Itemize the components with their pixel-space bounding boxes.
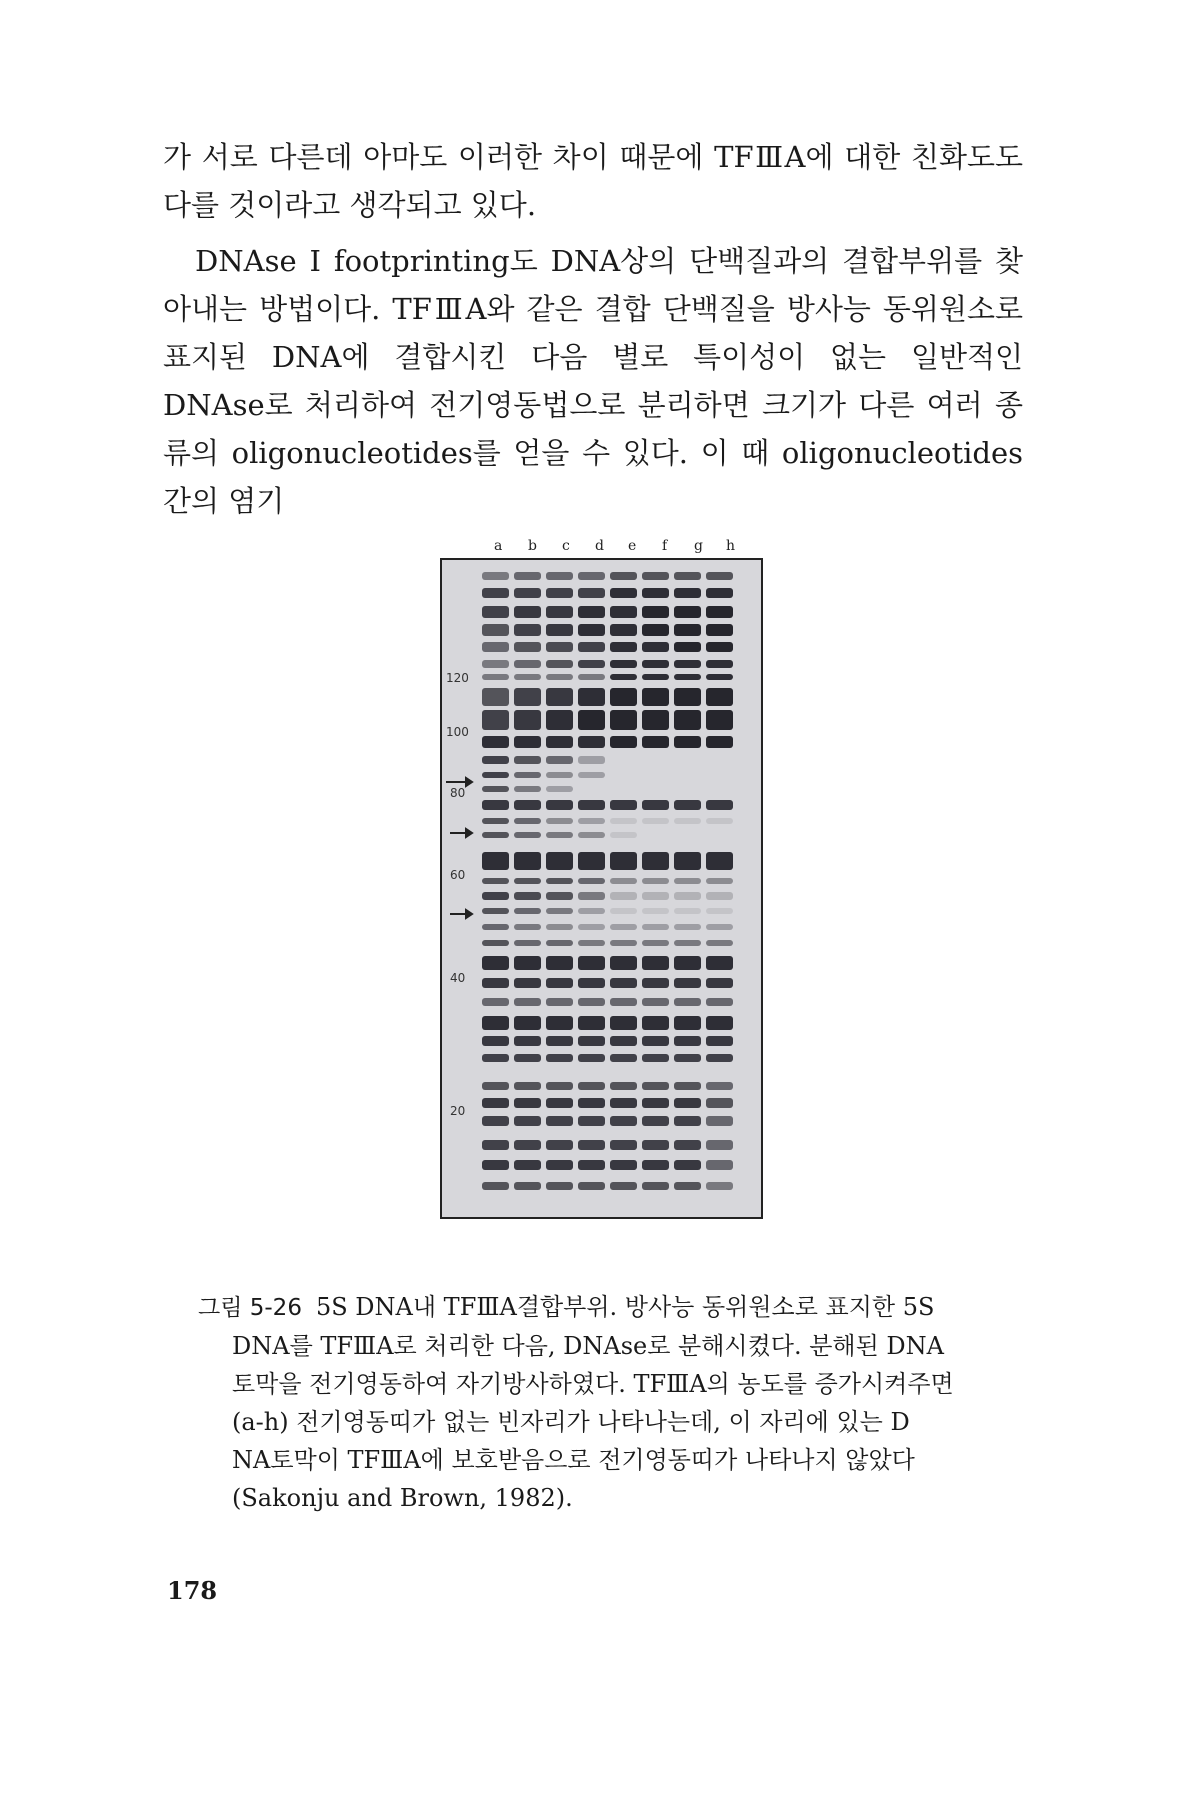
gel-band	[482, 998, 509, 1006]
gel-band	[546, 978, 573, 988]
gel-band	[642, 1182, 669, 1190]
gel-band	[578, 624, 605, 636]
gel-band	[674, 624, 701, 636]
gel-band	[674, 688, 701, 706]
gel-band	[706, 710, 733, 730]
gel-band	[482, 642, 509, 652]
lane-label-b: b	[528, 538, 537, 554]
gel-band	[514, 1036, 541, 1046]
gel-band	[482, 1082, 509, 1090]
gel-band	[578, 756, 605, 764]
gel-band	[546, 772, 573, 778]
gel-band	[546, 660, 573, 668]
gel-band	[514, 710, 541, 730]
gel-band	[642, 572, 669, 580]
gel-band	[514, 606, 541, 618]
gel-band	[642, 606, 669, 618]
gel-band	[514, 878, 541, 884]
gel-band	[482, 624, 509, 636]
gel-band	[674, 674, 701, 680]
gel-band	[642, 1054, 669, 1062]
gel-band	[674, 1140, 701, 1150]
gel-band	[706, 978, 733, 988]
gel-band	[482, 674, 509, 680]
gel-band	[514, 572, 541, 580]
gel-band	[610, 1082, 637, 1090]
gel-band	[674, 1054, 701, 1062]
gel-band	[578, 852, 605, 870]
gel-band	[546, 756, 573, 764]
caption-line-5: NA토막이 TFⅢA에 보호받음으로 전기영동띠가 나타나지 않았다	[232, 1446, 915, 1474]
gel-band	[706, 956, 733, 970]
gel-band	[610, 710, 637, 730]
gel-band	[482, 956, 509, 970]
gel-band	[482, 1036, 509, 1046]
gel-band	[578, 674, 605, 680]
gel-band	[674, 588, 701, 598]
gel-band	[514, 1182, 541, 1190]
page-number: 178	[167, 1576, 218, 1605]
gel-band	[642, 978, 669, 988]
gel-band	[642, 1140, 669, 1150]
gel-band	[482, 772, 509, 778]
gel-band	[674, 1116, 701, 1126]
gel-band	[610, 978, 637, 988]
gel-band	[546, 674, 573, 680]
gel-band	[514, 1160, 541, 1170]
gel-band	[546, 892, 573, 900]
gel-band	[514, 674, 541, 680]
gel-band	[642, 852, 669, 870]
gel-image	[440, 558, 763, 1219]
gel-band	[482, 688, 509, 706]
gel-band	[674, 660, 701, 668]
gel-band	[610, 1054, 637, 1062]
gel-band	[610, 998, 637, 1006]
gel-band	[642, 1036, 669, 1046]
gel-band	[610, 1182, 637, 1190]
gel-band	[546, 1082, 573, 1090]
gel-band	[482, 878, 509, 884]
gel-band	[706, 606, 733, 618]
gel-band	[482, 756, 509, 764]
gel-band	[514, 1082, 541, 1090]
gel-band	[610, 660, 637, 668]
gel-band	[482, 1054, 509, 1062]
gel-band	[578, 710, 605, 730]
gel-band	[514, 1140, 541, 1150]
gel-band	[482, 1140, 509, 1150]
gel-band	[610, 1160, 637, 1170]
gel-band	[642, 1016, 669, 1030]
gel-band	[610, 588, 637, 598]
gel-band	[674, 978, 701, 988]
gel-band	[674, 642, 701, 652]
gel-band	[578, 772, 605, 778]
gel-band	[706, 852, 733, 870]
gel-band	[578, 878, 605, 884]
gel-band	[642, 924, 669, 930]
gel-band	[642, 736, 669, 748]
gel-band	[706, 1036, 733, 1046]
lane-label-g: g	[694, 538, 703, 554]
body-text	[163, 133, 1023, 525]
gel-band	[610, 572, 637, 580]
gel-band	[482, 660, 509, 668]
gel-band	[610, 878, 637, 884]
gel-band	[642, 940, 669, 946]
gel-band	[514, 786, 541, 792]
gel-band	[610, 852, 637, 870]
gel-band	[578, 940, 605, 946]
gel-band	[482, 940, 509, 946]
gel-band	[706, 572, 733, 580]
gel-band	[482, 978, 509, 988]
gel-band	[514, 588, 541, 598]
gel-band	[642, 1098, 669, 1108]
gel-band	[514, 818, 541, 824]
arrow-3-head	[466, 910, 472, 918]
gel-band	[578, 924, 605, 930]
gel-band	[578, 660, 605, 668]
gel-band	[514, 924, 541, 930]
gel-band	[578, 1054, 605, 1062]
gel-band	[706, 736, 733, 748]
gel-band	[482, 924, 509, 930]
gel-band	[578, 998, 605, 1006]
gel-band	[706, 1098, 733, 1108]
size-marker-40: 40	[450, 971, 466, 985]
gel-band	[642, 1160, 669, 1170]
gel-band	[546, 1182, 573, 1190]
gel-band	[578, 1116, 605, 1126]
gel-band	[706, 1054, 733, 1062]
gel-band	[514, 956, 541, 970]
gel-band	[642, 674, 669, 680]
gel-band	[546, 924, 573, 930]
gel-band	[706, 1160, 733, 1170]
paragraph-1: 가 서로 다른데 아마도 이러한 차이 때문에 TFⅢA에 대한 친화도도 다를 것이라고 생각되고 있다.	[163, 140, 1023, 222]
gel-band	[674, 998, 701, 1006]
gel-band	[610, 924, 637, 930]
gel-band	[610, 1098, 637, 1108]
gel-band	[674, 1182, 701, 1190]
gel-band	[642, 588, 669, 598]
gel-band	[514, 756, 541, 764]
gel-band	[482, 908, 509, 914]
gel-band	[610, 688, 637, 706]
gel-band	[546, 1116, 573, 1126]
caption-line-1	[198, 1288, 998, 1327]
gel-band	[546, 998, 573, 1006]
gel-band	[674, 572, 701, 580]
gel-band	[546, 572, 573, 580]
gel-band	[674, 940, 701, 946]
gel-band	[610, 606, 637, 618]
gel-band	[706, 908, 733, 914]
gel-band	[642, 818, 669, 824]
gel-band	[706, 624, 733, 636]
caption-line-4: (a-h) 전기영동띠가 없는 빈자리가 나타나는데, 이 자리에 있는 D	[232, 1408, 910, 1436]
gel-band	[482, 832, 509, 838]
gel-band	[482, 818, 509, 824]
gel-band	[674, 908, 701, 914]
gel-band	[514, 1016, 541, 1030]
gel-band	[674, 1036, 701, 1046]
gel-band	[706, 940, 733, 946]
gel-band	[642, 878, 669, 884]
gel-band	[674, 1016, 701, 1030]
gel-band	[514, 688, 541, 706]
gel-band	[546, 908, 573, 914]
gel-band	[546, 956, 573, 970]
gel-band	[482, 786, 509, 792]
gel-band	[674, 1160, 701, 1170]
gel-band	[642, 710, 669, 730]
lane-label-d: d	[595, 538, 604, 554]
lane-label-h: h	[726, 538, 736, 554]
gel-band	[514, 736, 541, 748]
gel-band	[546, 624, 573, 636]
gel-band	[482, 892, 509, 900]
gel-band	[546, 832, 573, 838]
gel-band	[674, 710, 701, 730]
gel-band	[706, 674, 733, 680]
gel-band	[706, 924, 733, 930]
gel-band	[674, 800, 701, 810]
gel-band	[642, 956, 669, 970]
gel-band	[546, 688, 573, 706]
gel-band	[546, 852, 573, 870]
gel-band	[674, 1082, 701, 1090]
lane-label-c: c	[562, 538, 570, 554]
gel-band	[674, 892, 701, 900]
gel-band	[514, 624, 541, 636]
gel-band	[578, 1160, 605, 1170]
gel-band	[514, 660, 541, 668]
size-marker-20: 20	[450, 1104, 466, 1118]
gel-band	[706, 1016, 733, 1030]
caption-line-3: 토막을 전기영동하여 자기방사하였다. TFⅢA의 농도를 증가시켜주면	[232, 1370, 954, 1398]
gel-band	[482, 1160, 509, 1170]
gel-band	[546, 606, 573, 618]
gel-band	[642, 908, 669, 914]
lane-label-f: f	[662, 538, 668, 554]
lane-label-a: a	[494, 538, 503, 554]
gel-band	[706, 998, 733, 1006]
gel-band	[578, 892, 605, 900]
gel-band	[674, 736, 701, 748]
size-marker-100: 100	[446, 725, 469, 739]
gel-band	[610, 832, 637, 838]
gel-band	[482, 800, 509, 810]
gel-band	[642, 1082, 669, 1090]
gel-band	[610, 818, 637, 824]
gel-band	[610, 1036, 637, 1046]
gel-band	[642, 688, 669, 706]
gel-band	[514, 1116, 541, 1126]
gel-band	[674, 956, 701, 970]
gel-band	[578, 688, 605, 706]
gel-band	[514, 832, 541, 838]
gel-band	[546, 940, 573, 946]
gel-band	[706, 1182, 733, 1190]
gel-band	[578, 1016, 605, 1030]
arrow-1-head	[466, 778, 472, 786]
gel-band	[706, 660, 733, 668]
gel-band	[578, 588, 605, 598]
gel-band	[514, 1098, 541, 1108]
gel-band	[610, 1016, 637, 1030]
gel-band	[610, 674, 637, 680]
gel-band	[674, 852, 701, 870]
lane-labels	[494, 538, 744, 558]
gel-band	[674, 606, 701, 618]
gel-band	[610, 624, 637, 636]
arrow-2-head	[466, 829, 472, 837]
gel-band	[578, 736, 605, 748]
gel-band	[642, 660, 669, 668]
gel-band	[514, 642, 541, 652]
gel-band	[610, 1116, 637, 1126]
gel-band	[482, 572, 509, 580]
gel-band	[706, 800, 733, 810]
gel-band	[546, 710, 573, 730]
gel-band	[578, 572, 605, 580]
gel-band	[706, 1140, 733, 1150]
gel-band	[674, 878, 701, 884]
gel-band	[578, 606, 605, 618]
gel-band	[674, 818, 701, 824]
size-marker-60: 60	[450, 868, 466, 882]
gel-band	[546, 588, 573, 598]
gel-band	[610, 1140, 637, 1150]
gel-band	[674, 1098, 701, 1108]
gel-band	[546, 1140, 573, 1150]
paragraph-2: DNAse I footprinting도 DNA상의 단백질과의 결합부위를 찾아내는 방법이다. TFⅢA와 같은 결합 단백질을 방사능 동위원소로 표지된 DNA에 결합시킨 다음 별로 특이성이 없는 일반적인 DNAse로 처리하여 전기영동법으로 분리하면 크기가 다른 여러 종류의 oligonucleotides를 얻을 수 있다. 이 때 oligonucleotides간의 염기	[163, 244, 1023, 518]
gel-band	[482, 1098, 509, 1108]
gel-band	[514, 1054, 541, 1062]
gel-band	[546, 818, 573, 824]
gel-band	[578, 1140, 605, 1150]
gel-band	[546, 1036, 573, 1046]
gel-band	[706, 588, 733, 598]
gel-band	[642, 892, 669, 900]
figure-caption	[198, 1288, 998, 1517]
gel-band	[514, 940, 541, 946]
gel-band	[706, 878, 733, 884]
gel-band	[514, 998, 541, 1006]
gel-band	[578, 1182, 605, 1190]
gel-band	[642, 998, 669, 1006]
gel-band	[546, 786, 573, 792]
gel-band	[642, 642, 669, 652]
gel-band	[482, 1182, 509, 1190]
gel-band	[642, 624, 669, 636]
lane-label-e: e	[628, 538, 637, 554]
gel-band	[546, 1054, 573, 1062]
gel-band	[610, 908, 637, 914]
gel-band	[578, 1082, 605, 1090]
gel-band	[578, 908, 605, 914]
gel-band	[610, 800, 637, 810]
size-marker-80: 80	[450, 786, 466, 800]
gel-band	[514, 908, 541, 914]
gel-band	[546, 1016, 573, 1030]
gel-band	[578, 978, 605, 988]
gel-band	[578, 956, 605, 970]
gel-band	[482, 852, 509, 870]
gel-band	[514, 892, 541, 900]
caption-line-2: DNA를 TFⅢA로 처리한 다음, DNAse로 분해시켰다. 분해된 DNA	[232, 1332, 944, 1360]
gel-band	[706, 892, 733, 900]
gel-band	[578, 832, 605, 838]
gel-band	[578, 1098, 605, 1108]
gel-band	[674, 924, 701, 930]
gel-band	[578, 800, 605, 810]
gel-band	[546, 800, 573, 810]
gel-band	[610, 956, 637, 970]
gel-bands	[442, 560, 761, 1217]
caption-line-6: (Sakonju and Brown, 1982).	[232, 1484, 573, 1512]
gel-band	[610, 642, 637, 652]
gel-band	[482, 1016, 509, 1030]
gel-band	[578, 818, 605, 824]
gel-band	[706, 688, 733, 706]
gel-band	[610, 940, 637, 946]
gel-band	[514, 800, 541, 810]
size-marker-120: 120	[446, 671, 469, 685]
gel-band	[546, 1160, 573, 1170]
gel-band	[642, 1116, 669, 1126]
gel-band	[514, 772, 541, 778]
gel-band	[482, 710, 509, 730]
figure-label: 그림 5-26	[198, 1295, 302, 1321]
gel-band	[482, 588, 509, 598]
gel-band	[642, 800, 669, 810]
gel-band	[482, 606, 509, 618]
gel-band	[578, 642, 605, 652]
gel-band	[482, 1116, 509, 1126]
gel-band	[610, 892, 637, 900]
gel-band	[514, 852, 541, 870]
gel-band	[514, 978, 541, 988]
gel-band	[706, 642, 733, 652]
gel-band	[546, 736, 573, 748]
gel-band	[546, 878, 573, 884]
gel-band	[706, 1116, 733, 1126]
caption-text-1: 5S DNA내 TFⅢA결합부위. 방사능 동위원소로 표지한 5S	[315, 1293, 935, 1321]
gel-band	[546, 1098, 573, 1108]
gel-band	[610, 736, 637, 748]
gel-band	[578, 1036, 605, 1046]
gel-band	[706, 818, 733, 824]
gel-band	[706, 1082, 733, 1090]
gel-band	[482, 736, 509, 748]
gel-band	[546, 642, 573, 652]
